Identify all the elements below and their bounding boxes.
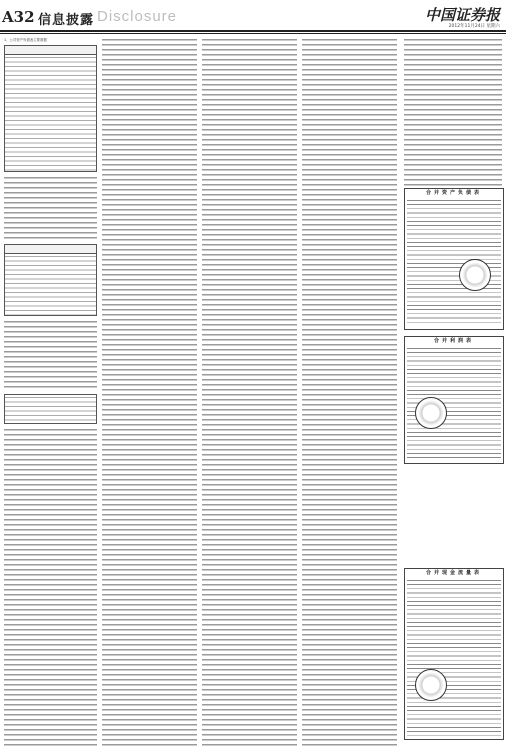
income-statement-title: 合并利润表 <box>433 338 474 344</box>
balance-sheet <box>404 188 504 330</box>
dateline: 2012年11月24日 星期六 <box>448 24 500 29</box>
section-title-cn: 信息披露 <box>38 13 95 28</box>
cash-flow-title: 合并现金流量表 <box>425 570 482 576</box>
column-3 <box>202 38 297 746</box>
text-block <box>4 176 97 240</box>
table-caption: 1、公司资产负债表主要数据 <box>4 38 47 42</box>
company-seal-icon <box>459 259 491 291</box>
text-block <box>4 320 97 390</box>
page-header <box>0 0 506 34</box>
financial-table-3 <box>4 394 97 424</box>
balance-sheet-title: 合并资产负债表 <box>425 190 482 196</box>
column-2 <box>102 38 197 746</box>
cash-flow-rows <box>407 578 501 736</box>
table-header <box>5 245 96 254</box>
column-1 <box>4 38 97 746</box>
balance-sheet-rows <box>407 198 501 326</box>
income-statement <box>404 336 504 464</box>
section-title-en: Disclosure <box>97 8 178 25</box>
cash-flow-statement <box>404 568 504 740</box>
company-seal-icon <box>415 669 447 701</box>
financial-table-1 <box>4 45 97 172</box>
page-number: A32 <box>2 8 35 26</box>
table-header <box>5 46 96 55</box>
column-4 <box>302 38 397 746</box>
text-block <box>404 38 502 186</box>
header-rule <box>0 30 506 32</box>
column-5 <box>404 38 502 186</box>
newspaper-logo: 中国证券报 <box>424 6 500 24</box>
company-seal-icon <box>415 397 447 429</box>
text-block <box>4 428 97 746</box>
header-rule-thin <box>0 33 506 34</box>
financial-table-2 <box>4 244 97 316</box>
